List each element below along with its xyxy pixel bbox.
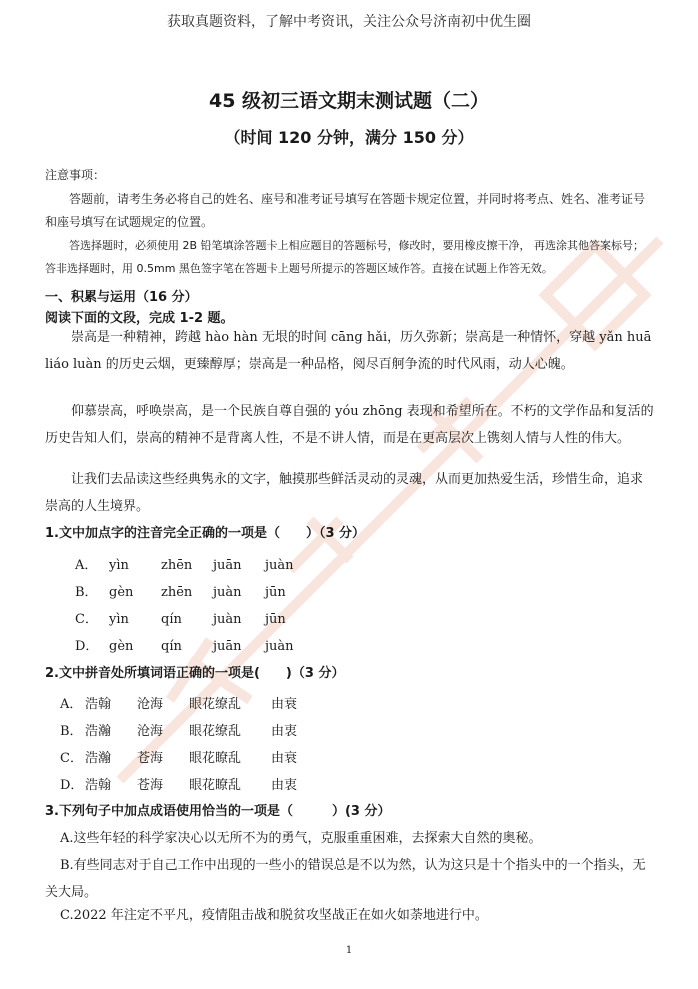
question-2-stem: 2.文中拼音处所填词语正确的一项是( )（3 分） bbox=[45, 666, 345, 681]
reading-intro: 阅读下面的文段，完成 1-2 题。 bbox=[45, 311, 234, 326]
exam-title: 45 级初三语文期末测试题（二） bbox=[208, 90, 490, 112]
passage-paragraph-1: 崇高是一种精神，跨越 hào hàn 无垠的时间 cāng hǎi，历久弥新；崇高是一种情怀，穿越 yǎn huā liáo luàn 的历史云烟，更臻醇厚；崇高是一种品格，阅尽百舸争流的时代风雨，动人心魄。 bbox=[45, 330, 652, 372]
notice-paragraph-2: 答选择题时，必须使用 2B 铅笔填涂答题卡上相应题目的答题标号，修改时，要用橡皮擦干净， 再选涂其他答案标号；答非选择题时，用 0.5mm 黑色签字笔在答题卡上题号所提示的答题区域作答。直接在试题上作答无效。 bbox=[45, 239, 645, 275]
q2-option-c: C． 浩瀚 苍海 眼花瞭乱 由衰 bbox=[60, 751, 298, 766]
q1-option-c: C． yìn qín juàn jūn bbox=[75, 612, 286, 627]
q3-option-b: B.有些同志对于自己工作中出现的一些小的错误总是不以为然，认为这只是十个指头中的一个指头，无关大局。 bbox=[45, 858, 646, 900]
q3-option-a: A.这些年轻的科学家决心以无所不为的勇气，克服重重困难，去探索大自然的奥秘。 bbox=[60, 831, 542, 846]
header-note: 获取真题资料，了解中考资讯，关注公众号济南初中优生圈 bbox=[167, 14, 531, 30]
q2-option-a: A． 浩翰 沧海 眼花缭乱 由衰 bbox=[60, 697, 298, 712]
page-number: 1 bbox=[345, 945, 353, 956]
q1-option-d: D． gèn qín juān juàn bbox=[75, 639, 294, 654]
passage-paragraph-2: 仰慕崇高，呼唤崇高，是一个民族自尊自强的 yóu zhōng 表现和希望所在。不朽的文学作品和复活的历史告知人们，崇高的精神不是背离人性，不是不讲人情，而是在更高层次上镌刻人情与人性的伟大。 bbox=[45, 404, 654, 446]
q1-option-a: A． yìn zhēn juān juàn bbox=[75, 558, 294, 573]
section-1-heading: 一、积累与运用（16 分） bbox=[45, 290, 198, 305]
q2-option-b: B． 浩瀚 沧海 眼花缭乱 由衷 bbox=[60, 724, 298, 739]
q3-option-c: C.2022 年注定不平凡，疫情阻击战和脱贫攻坚战正在如火如荼地进行中。 bbox=[60, 908, 488, 923]
q1-option-b: B． gèn zhēn juàn jūn bbox=[75, 585, 286, 600]
exam-subtitle: （时间 120 分钟，满分 150 分） bbox=[224, 128, 474, 147]
notice-label: 注意事项： bbox=[45, 168, 106, 182]
q2-option-d: D． 浩翰 苍海 眼花瞭乱 由衷 bbox=[60, 778, 298, 793]
question-3-stem: 3.下列句子中加点成语使用恰当的一项是（ ）(3 分） bbox=[45, 804, 391, 819]
notice-paragraph-1: 答题前，请考生务必将自己的姓名、座号和准考证号填写在答题卡规定位置，并同时将考点、姓名、准考证号和座号填写在试题规定的位置。 bbox=[45, 192, 646, 229]
passage-paragraph-3: 让我们去品读这些经典隽永的文字，触摸那些鲜活灵动的灵魂，从而更加热爱生活，珍惜生命，追求崇高的人生境界。 bbox=[45, 472, 644, 514]
question-1-stem: 1.文中加点字的注音完全正确的一项是（ ）（3 分） bbox=[45, 526, 366, 541]
